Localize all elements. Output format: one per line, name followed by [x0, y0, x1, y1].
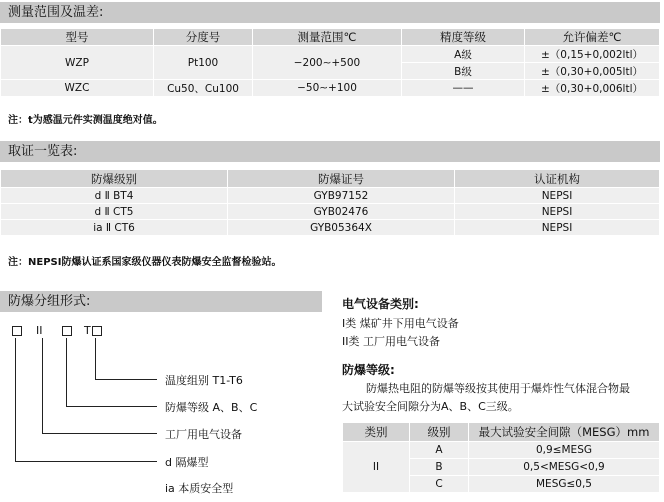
col-cert-org: 认证机构	[455, 170, 660, 188]
cell-level-3: ia Ⅱ CT6	[1, 220, 228, 236]
label-explosion-grade: 防爆等级 A、B、C	[165, 401, 258, 414]
section-cert-title: 取证一览表:	[0, 141, 660, 162]
section-measurement-title: 测量范围及温差:	[0, 2, 660, 23]
cell-cert-1: GYB97152	[228, 188, 455, 204]
cell-model-wzc: WZC	[1, 80, 154, 97]
cell-mesg-a: 0,9≤MESG	[469, 442, 660, 459]
code-t: T	[84, 324, 91, 337]
explosion-desc-line2: 大试验安全间隙分为A、B、C三级。	[342, 400, 519, 413]
cell-cert-2: GYB02476	[228, 204, 455, 220]
col-cert-number: 防爆证号	[228, 170, 455, 188]
label-factory-equipment: 工厂用电气设备	[165, 428, 242, 441]
col-tolerance: 允许偏差℃	[525, 29, 660, 46]
code-box-2	[62, 326, 72, 336]
measurement-table	[0, 28, 660, 97]
cell-grade-wzc: ——	[402, 80, 525, 97]
col-graduation: 分度号	[154, 29, 253, 46]
label-temp-group: 温度组别 T1-T6	[165, 374, 243, 387]
explosion-desc-line1: 防爆热电阻的防爆等级按其使用于爆炸性气体混合物最	[366, 382, 630, 395]
cell-level-c: C	[410, 476, 469, 493]
cell-tolerance-a: ±（0,15+0,002ltl）	[525, 46, 660, 63]
cert-table	[0, 169, 660, 236]
code-box-1	[12, 326, 22, 336]
cell-mesg-c: MESG≤0,5	[469, 476, 660, 493]
col-mesg: 最大试验安全间隙（MESG）mm	[469, 423, 660, 442]
label-flameproof: d 隔爆型	[165, 456, 209, 469]
cell-tolerance-b: ±（0,30+0,005ltl）	[525, 63, 660, 80]
col-range: 测量范围℃	[253, 29, 402, 46]
cell-category-ii: II	[343, 442, 410, 493]
col-explosion-level: 防爆级别	[1, 170, 228, 188]
electrical-title: 电气设备类别:	[342, 297, 419, 311]
cell-org-1: NEPSI	[455, 188, 660, 204]
cell-level-b: B	[410, 459, 469, 476]
electrical-class-2: II类 工厂用电气设备	[342, 335, 440, 348]
cell-graduation-cu: Cu50、Cu100	[154, 80, 253, 97]
cell-org-2: NEPSI	[455, 204, 660, 220]
col-level: 级别	[410, 423, 469, 442]
label-intrinsic-safety: ia 本质安全型	[165, 482, 234, 495]
cell-level-1: d Ⅱ BT4	[1, 188, 228, 204]
cell-grade-b: B级	[402, 63, 525, 80]
col-grade: 精度等级	[402, 29, 525, 46]
cell-org-3: NEPSI	[455, 220, 660, 236]
cell-range-wzp: −200∼+500	[253, 46, 402, 80]
cell-mesg-b: 0,5<MESG<0,9	[469, 459, 660, 476]
explosion-grade-title: 防爆等级:	[342, 363, 395, 377]
cell-grade-a: A级	[402, 46, 525, 63]
code-ii: II	[36, 324, 43, 337]
electrical-class-1: I类 煤矿井下用电气设备	[342, 317, 459, 330]
cell-tolerance-wzc: ±（0,30+0,006ltl）	[525, 80, 660, 97]
col-model: 型号	[1, 29, 154, 46]
cell-model-wzp: WZP	[1, 46, 154, 80]
section-grouping-title: 防爆分组形式:	[0, 291, 322, 312]
col-category: 类别	[343, 423, 410, 442]
cell-level-a: A	[410, 442, 469, 459]
measurement-note: 注：t为感温元件实测温度绝对值。	[8, 115, 163, 126]
cell-cert-3: GYB05364X	[228, 220, 455, 236]
mesg-table	[342, 422, 660, 493]
code-box-3	[92, 326, 102, 336]
cell-graduation-pt100: Pt100	[154, 46, 253, 80]
cell-level-2: d Ⅱ CT5	[1, 204, 228, 220]
cell-range-wzc: −50∼+100	[253, 80, 402, 97]
cert-note: 注：NEPSI防爆认证系国家级仪器仪表防爆安全监督检验站。	[8, 257, 282, 268]
